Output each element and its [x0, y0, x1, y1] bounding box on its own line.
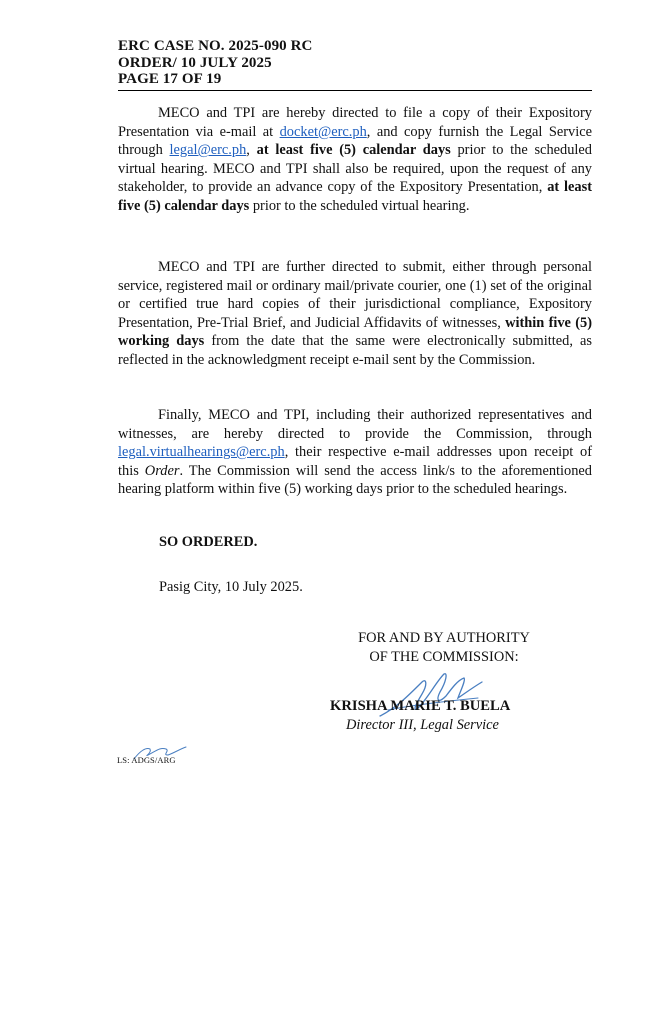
- authority-line-2: OF THE COMMISSION:: [369, 648, 519, 665]
- case-number: ERC CASE NO. 2025-090 RC: [118, 38, 313, 54]
- document-header: [118, 38, 592, 91]
- reference-initials: LS: ADGS/ARG: [117, 755, 176, 765]
- legal-email-link[interactable]: legal@erc.ph: [169, 142, 247, 159]
- signatory-name: KRISHA MARIE T. BUELA: [330, 698, 511, 714]
- docket-email-link[interactable]: docket@erc.ph: [279, 123, 367, 140]
- order-date: ORDER/ 10 JULY 2025: [118, 54, 272, 71]
- paragraph-hard-copies: MECO and TPI are further directed to submit, either through personal service, registered mail or ordinary mail/private courier, one (1) set of the original or certified true hard copies of their jurisdictional compliance, Expository Presentation, Pre-Trial Brief, and Judicial Affidavits of witnesses, within five (5) working days from the date that the same were electronically submitted, as reflected in the acknowledgment receipt e-mail sent by the Commission.: [118, 259, 592, 368]
- place-and-date: Pasig City, 10 July 2025.: [159, 579, 303, 595]
- paragraph-expository-presentation: MECO and TPI are hereby directed to file a copy of their Expository Presentation via e-mail at docket@erc.ph, and copy furnish the Legal Service through legal@erc.ph, at least five (5) calendar days prior to the scheduled virtual hearing. MECO and TPI shall also be required, upon the request of any stakeholder, to provide an advance copy of the Expository Presentation, at least five (5) calendar days prior to the scheduled virtual hearing.: [118, 105, 593, 214]
- virtual-hearings-email-link[interactable]: legal.virtualhearings@erc.ph: [118, 444, 285, 461]
- authority-line-1: FOR AND BY AUTHORITY: [358, 630, 530, 646]
- signatory-title: Director III, Legal Service: [346, 717, 499, 733]
- so-ordered: SO ORDERED.: [159, 534, 258, 550]
- paragraph-email-addresses: Finally, MECO and TPI, including their authorized representatives and witnesses, are hereby directed to provide the Commission, through legal.virtualhearings@erc.ph, their respective e-mail addresses upon receipt of this Order. The Commission will send the access link/s to the aforementioned hearing platform within five (5) working days prior to the scheduled hearings.: [118, 407, 592, 498]
- authority-block: [320, 629, 568, 666]
- page-number: PAGE 17 OF 19: [118, 71, 222, 87]
